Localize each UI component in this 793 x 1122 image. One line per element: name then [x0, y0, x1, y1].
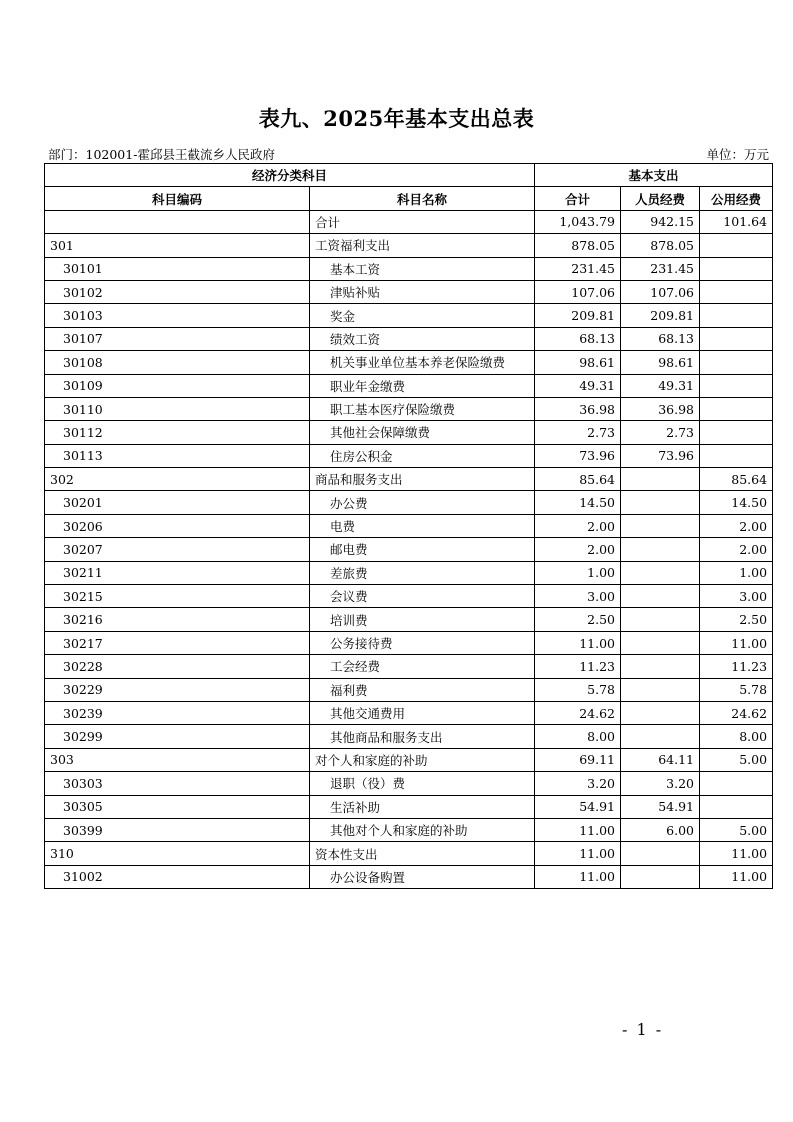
cell-code: [45, 210, 310, 233]
cell-name: 办公费: [310, 491, 535, 514]
cell-code: 30103: [45, 304, 310, 327]
cell-name: 工会经费: [310, 655, 535, 678]
cell-name: 机关事业单位基本养老保险缴费: [310, 351, 535, 374]
cell-public: 11.23: [700, 655, 773, 678]
cell-name: 津贴补贴: [310, 280, 535, 303]
table-row: [45, 210, 773, 233]
cell-name: 生活补助: [310, 795, 535, 818]
header-basic-group: 基本支出: [535, 164, 773, 187]
cell-name: 其他社会保障缴费: [310, 421, 535, 444]
table-row: [45, 842, 773, 865]
cell-code: 31002: [45, 865, 310, 888]
cell-code: 30228: [45, 655, 310, 678]
cell-code: 30109: [45, 374, 310, 397]
table-row: [45, 748, 773, 771]
cell-public: [700, 304, 773, 327]
cell-name: 职工基本医疗保险缴费: [310, 397, 535, 420]
table-row: [45, 304, 773, 327]
cell-name: 退职（役）费: [310, 772, 535, 795]
cell-total: 3.20: [535, 772, 621, 795]
cell-total: 878.05: [535, 234, 621, 257]
cell-name: 绩效工资: [310, 327, 535, 350]
cell-personnel: 98.61: [621, 351, 700, 374]
cell-name: 电费: [310, 514, 535, 537]
table-row: [45, 444, 773, 467]
cell-personnel: [621, 608, 700, 631]
cell-code: 30229: [45, 678, 310, 701]
table-row: [45, 374, 773, 397]
cell-code: 30207: [45, 538, 310, 561]
report-title: 表九、2025年基本支出总表: [258, 106, 535, 131]
cell-name: 对个人和家庭的补助: [310, 748, 535, 771]
cell-personnel: 878.05: [621, 234, 700, 257]
cell-total: 69.11: [535, 748, 621, 771]
cell-name: 其他交通费用: [310, 701, 535, 724]
cell-total: 2.00: [535, 514, 621, 537]
cell-public: 11.00: [700, 865, 773, 888]
cell-name: 其他对个人和家庭的补助: [310, 818, 535, 841]
cell-total: 73.96: [535, 444, 621, 467]
cell-total: 11.00: [535, 631, 621, 654]
cell-code: 30108: [45, 351, 310, 374]
cell-total: 3.00: [535, 585, 621, 608]
cell-code: 30206: [45, 514, 310, 537]
cell-code: 30211: [45, 561, 310, 584]
cell-personnel: [621, 631, 700, 654]
cell-name: 基本工资: [310, 257, 535, 280]
table-row: [45, 631, 773, 654]
cell-personnel: 68.13: [621, 327, 700, 350]
cell-personnel: 54.91: [621, 795, 700, 818]
table-header: [45, 164, 773, 211]
table-row: [45, 585, 773, 608]
cell-personnel: 231.45: [621, 257, 700, 280]
table-row: [45, 351, 773, 374]
cell-name: 其他商品和服务支出: [310, 725, 535, 748]
header-name: 科目名称: [310, 187, 535, 210]
cell-personnel: [621, 678, 700, 701]
cell-name: 资本性支出: [310, 842, 535, 865]
header-personnel: 人员经费: [621, 187, 700, 210]
cell-public: 2.00: [700, 538, 773, 561]
cell-code: 302: [45, 468, 310, 491]
table-row: [45, 280, 773, 303]
table-row: [45, 257, 773, 280]
cell-personnel: 49.31: [621, 374, 700, 397]
cell-name: 邮电费: [310, 538, 535, 561]
table-row: [45, 234, 773, 257]
cell-public: 2.50: [700, 608, 773, 631]
cell-name: 培训费: [310, 608, 535, 631]
table-row: [45, 514, 773, 537]
cell-total: 8.00: [535, 725, 621, 748]
cell-code: 30305: [45, 795, 310, 818]
cell-public: 1.00: [700, 561, 773, 584]
header-total: 合计: [535, 187, 621, 210]
table-row: [45, 327, 773, 350]
cell-personnel: [621, 468, 700, 491]
cell-personnel: [621, 561, 700, 584]
cell-public: [700, 444, 773, 467]
cell-name: 奖金: [310, 304, 535, 327]
cell-code: 301: [45, 234, 310, 257]
cell-public: 101.64: [700, 210, 773, 233]
expenditure-table: [44, 163, 773, 889]
cell-code: 303: [45, 748, 310, 771]
table-row: [45, 538, 773, 561]
cell-personnel: 6.00: [621, 818, 700, 841]
cell-total: 11.00: [535, 865, 621, 888]
cell-total: 11.00: [535, 842, 621, 865]
cell-total: 2.00: [535, 538, 621, 561]
table-row: [45, 795, 773, 818]
cell-code: 310: [45, 842, 310, 865]
cell-public: [700, 351, 773, 374]
cell-public: 11.00: [700, 842, 773, 865]
cell-personnel: [621, 514, 700, 537]
cell-code: 30112: [45, 421, 310, 444]
cell-name: 会议费: [310, 585, 535, 608]
cell-total: 11.23: [535, 655, 621, 678]
table-row: [45, 678, 773, 701]
cell-code: 30239: [45, 701, 310, 724]
cell-public: [700, 421, 773, 444]
cell-total: 98.61: [535, 351, 621, 374]
cell-total: 49.31: [535, 374, 621, 397]
cell-personnel: [621, 725, 700, 748]
cell-code: 30201: [45, 491, 310, 514]
cell-total: 231.45: [535, 257, 621, 280]
cell-total: 24.62: [535, 701, 621, 724]
cell-total: 11.00: [535, 818, 621, 841]
cell-name: 职业年金缴费: [310, 374, 535, 397]
cell-personnel: [621, 538, 700, 561]
cell-public: 24.62: [700, 701, 773, 724]
cell-public: 11.00: [700, 631, 773, 654]
cell-public: [700, 772, 773, 795]
unit-label: 单位：万元: [706, 147, 769, 162]
cell-code: 30113: [45, 444, 310, 467]
cell-name: 商品和服务支出: [310, 468, 535, 491]
cell-total: 1,043.79: [535, 210, 621, 233]
cell-public: 5.00: [700, 818, 773, 841]
cell-total: 2.50: [535, 608, 621, 631]
cell-public: 2.00: [700, 514, 773, 537]
cell-total: 5.78: [535, 678, 621, 701]
cell-personnel: 3.20: [621, 772, 700, 795]
table-row: [45, 608, 773, 631]
table-row: [45, 725, 773, 748]
table-row: [45, 772, 773, 795]
cell-personnel: 73.96: [621, 444, 700, 467]
cell-public: 5.78: [700, 678, 773, 701]
cell-personnel: [621, 655, 700, 678]
cell-personnel: [621, 585, 700, 608]
cell-total: 68.13: [535, 327, 621, 350]
cell-personnel: [621, 701, 700, 724]
table-row: [45, 491, 773, 514]
cell-total: 209.81: [535, 304, 621, 327]
cell-public: [700, 374, 773, 397]
cell-total: 2.73: [535, 421, 621, 444]
table-row: [45, 561, 773, 584]
table-row: [45, 701, 773, 724]
cell-public: [700, 234, 773, 257]
cell-public: [700, 327, 773, 350]
cell-total: 54.91: [535, 795, 621, 818]
cell-code: 30303: [45, 772, 310, 795]
table-body: [45, 210, 773, 888]
cell-public: [700, 280, 773, 303]
cell-name: 办公设备购置: [310, 865, 535, 888]
cell-code: 30110: [45, 397, 310, 420]
cell-personnel: [621, 842, 700, 865]
cell-personnel: 64.11: [621, 748, 700, 771]
cell-name: 福利费: [310, 678, 535, 701]
cell-total: 14.50: [535, 491, 621, 514]
cell-name: 工资福利支出: [310, 234, 535, 257]
cell-personnel: 942.15: [621, 210, 700, 233]
cell-name: 住房公积金: [310, 444, 535, 467]
table-row: [45, 397, 773, 420]
cell-total: 1.00: [535, 561, 621, 584]
cell-name: 公务接待费: [310, 631, 535, 654]
cell-public: 14.50: [700, 491, 773, 514]
cell-public: 3.00: [700, 585, 773, 608]
cell-code: 30217: [45, 631, 310, 654]
cell-personnel: [621, 865, 700, 888]
cell-public: [700, 795, 773, 818]
table-row: [45, 865, 773, 888]
cell-personnel: [621, 491, 700, 514]
department-label: 部门：102001-霍邱县王截流乡人民政府: [48, 147, 275, 162]
table-row: [45, 818, 773, 841]
table-row: [45, 468, 773, 491]
cell-personnel: 36.98: [621, 397, 700, 420]
cell-total: 36.98: [535, 397, 621, 420]
cell-public: [700, 257, 773, 280]
cell-public: 5.00: [700, 748, 773, 771]
cell-name: 合计: [310, 210, 535, 233]
cell-total: 107.06: [535, 280, 621, 303]
cell-public: [700, 397, 773, 420]
cell-code: 30216: [45, 608, 310, 631]
cell-personnel: 209.81: [621, 304, 700, 327]
header-code: 科目编码: [45, 187, 310, 210]
page-number: - 1 -: [622, 1020, 664, 1039]
cell-code: 30299: [45, 725, 310, 748]
cell-personnel: 107.06: [621, 280, 700, 303]
cell-code: 30107: [45, 327, 310, 350]
table-row: [45, 655, 773, 678]
cell-code: 30399: [45, 818, 310, 841]
cell-code: 30102: [45, 280, 310, 303]
table-row: [45, 421, 773, 444]
header-category-group: 经济分类科目: [45, 164, 535, 187]
cell-public: 8.00: [700, 725, 773, 748]
cell-personnel: 2.73: [621, 421, 700, 444]
header-public: 公用经费: [700, 187, 773, 210]
cell-name: 差旅费: [310, 561, 535, 584]
cell-public: 85.64: [700, 468, 773, 491]
cell-code: 30215: [45, 585, 310, 608]
cell-total: 85.64: [535, 468, 621, 491]
cell-code: 30101: [45, 257, 310, 280]
